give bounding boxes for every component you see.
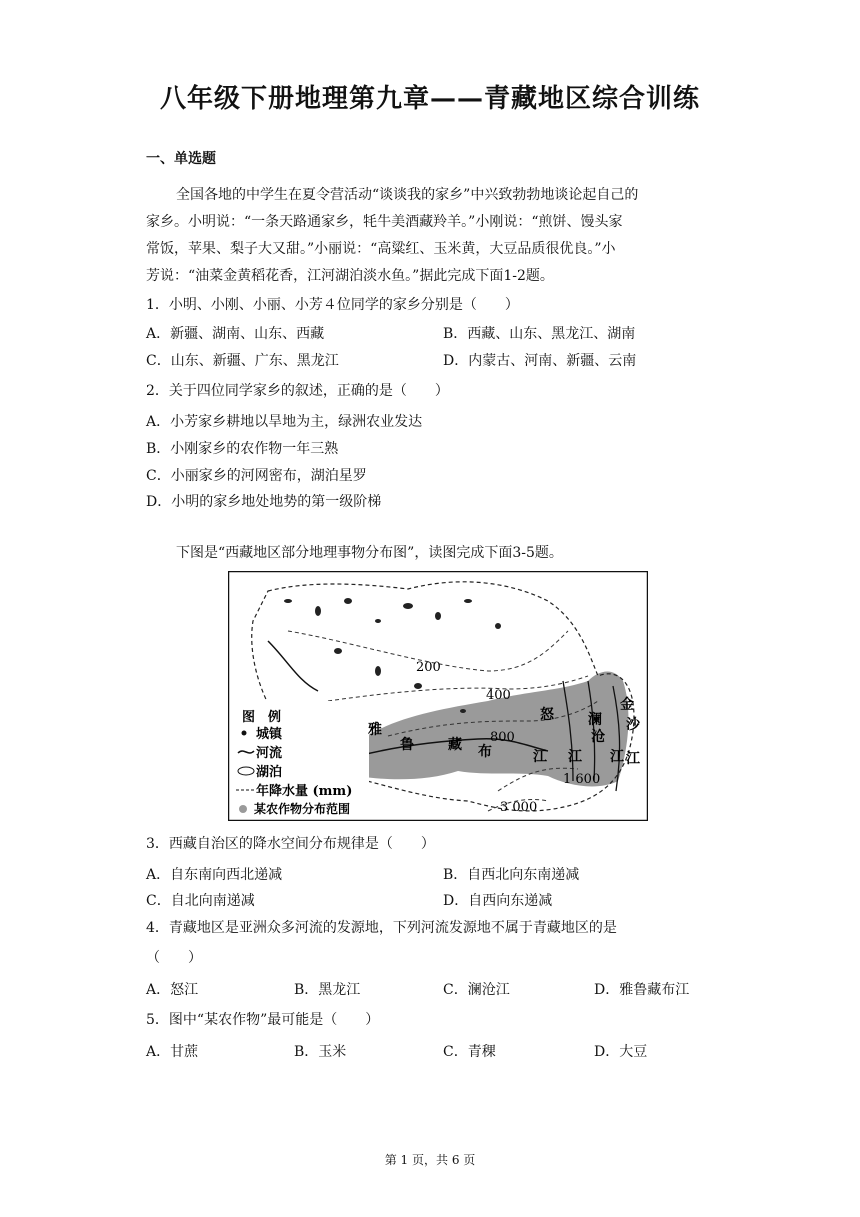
q2-option-d[interactable]: D．小明的家乡地处地势的第一级阶梯 <box>146 494 382 510</box>
isohyet-label: 3 000 <box>500 800 538 815</box>
question-2-stem: 2．关于四位同学家乡的叙述，正确的是（ ） <box>146 383 449 399</box>
river-label: 雅 <box>368 722 382 738</box>
q2-option-b[interactable]: B．小刚家乡的农作物一年三熟 <box>146 441 339 457</box>
q4-option-a[interactable]: A．怒江 <box>146 982 199 998</box>
isohyet-label: 400 <box>486 688 511 703</box>
river-label: 鲁 <box>400 737 414 753</box>
legend-item: 年降水量 (mm) <box>256 784 353 799</box>
river-label: 布 <box>478 744 492 760</box>
river-label: 江 <box>533 749 547 765</box>
q3-option-b[interactable]: B．自西北向东南递减 <box>443 867 580 883</box>
q3-option-a[interactable]: A．自东南向西北递减 <box>146 867 283 883</box>
q1-option-a[interactable]: A．新疆、湖南、山东、西藏 <box>146 326 325 342</box>
q3-option-c[interactable]: C．自北向南递减 <box>146 893 255 909</box>
question-4-stem: 4．青藏地区是亚洲众多河流的发源地，下列河流发源地不属于青藏地区的是 <box>146 920 617 936</box>
q4-option-d[interactable]: D．雅鲁藏布江 <box>594 982 690 998</box>
legend-item: 湖泊 <box>256 765 283 780</box>
q3-option-d[interactable]: D．自西向东递减 <box>443 893 553 909</box>
legend-item: 城镇 <box>256 727 283 742</box>
river-label: 怒 <box>540 707 554 723</box>
river-label: 沙 <box>626 717 640 733</box>
passage-line: 全国各地的中学生在夏令营活动“谈谈我的家乡”中兴致勃勃地谈论起自己的 <box>176 187 639 203</box>
passage-line: 家乡。小明说：“一条天路通家乡，牦牛美酒藏羚羊。”小刚说：“煎饼、馒头家 <box>146 214 623 230</box>
river-label: 沧 <box>591 729 605 745</box>
isohyet-label: 1 600 <box>563 772 601 787</box>
passage-line: 常饭，苹果、梨子大又甜。”小丽说：“高粱红、玉米黄，大豆品质很优良。”小 <box>146 241 616 257</box>
q5-option-d[interactable]: D．大豆 <box>594 1044 648 1060</box>
q2-option-a[interactable]: A．小芳家乡耕地以旱地为主，绿洲农业发达 <box>146 414 423 430</box>
question-3-stem: 3．西藏自治区的降水空间分布规律是（ ） <box>146 836 435 852</box>
isohyet-label: 200 <box>416 660 441 675</box>
legend-item: 河流 <box>256 746 283 761</box>
river-label: 江 <box>610 749 624 765</box>
tibet-distribution-map <box>228 571 648 821</box>
q5-option-c[interactable]: C．青稞 <box>443 1044 496 1060</box>
q2-option-c[interactable]: C．小丽家乡的河网密布，湖泊星罗 <box>146 468 367 484</box>
passage-line: 芳说：“油菜金黄稻花香，江河湖泊淡水鱼。”据此完成下面1-2题。 <box>146 268 554 284</box>
q4-option-c[interactable]: C．澜沧江 <box>443 982 510 998</box>
q5-option-a[interactable]: A．甘蔗 <box>146 1044 199 1060</box>
river-label: 江 <box>568 749 582 765</box>
q1-option-d[interactable]: D．内蒙古、河南、新疆、云南 <box>443 353 637 369</box>
q1-option-c[interactable]: C．山东、新疆、广东、黑龙江 <box>146 353 339 369</box>
q4-option-b[interactable]: B．黑龙江 <box>294 982 361 998</box>
river-label: 江 <box>626 751 640 767</box>
passage-2: 下图是“西藏地区部分地理事物分布图”，读图完成下面3-5题。 <box>176 545 563 561</box>
legend-title: 图 例 <box>242 710 282 725</box>
question-5-stem: 5．图中“某农作物”最可能是（ ） <box>146 1012 380 1028</box>
river-label: 金 <box>620 697 634 713</box>
q5-option-b[interactable]: B．玉米 <box>294 1044 347 1060</box>
river-label: 澜 <box>588 712 602 728</box>
page-title: 八年级下册地理第九章——青藏地区综合训练 <box>159 84 700 114</box>
question-1-stem: 1．小明、小刚、小丽、小芳４位同学的家乡分别是（ ） <box>146 297 519 313</box>
q1-option-b[interactable]: B．西藏、山东、黑龙江、湖南 <box>443 326 636 342</box>
question-4-stem-cont: （ ） <box>146 950 202 966</box>
river-label: 藏 <box>448 737 462 753</box>
isohyet-label: 800 <box>490 730 515 745</box>
legend-item: 某农作物分布范围 <box>254 802 351 816</box>
page-footer: 第 1 页，共 6 页 <box>384 1153 476 1167</box>
section-heading: 一、单选题 <box>146 151 216 167</box>
